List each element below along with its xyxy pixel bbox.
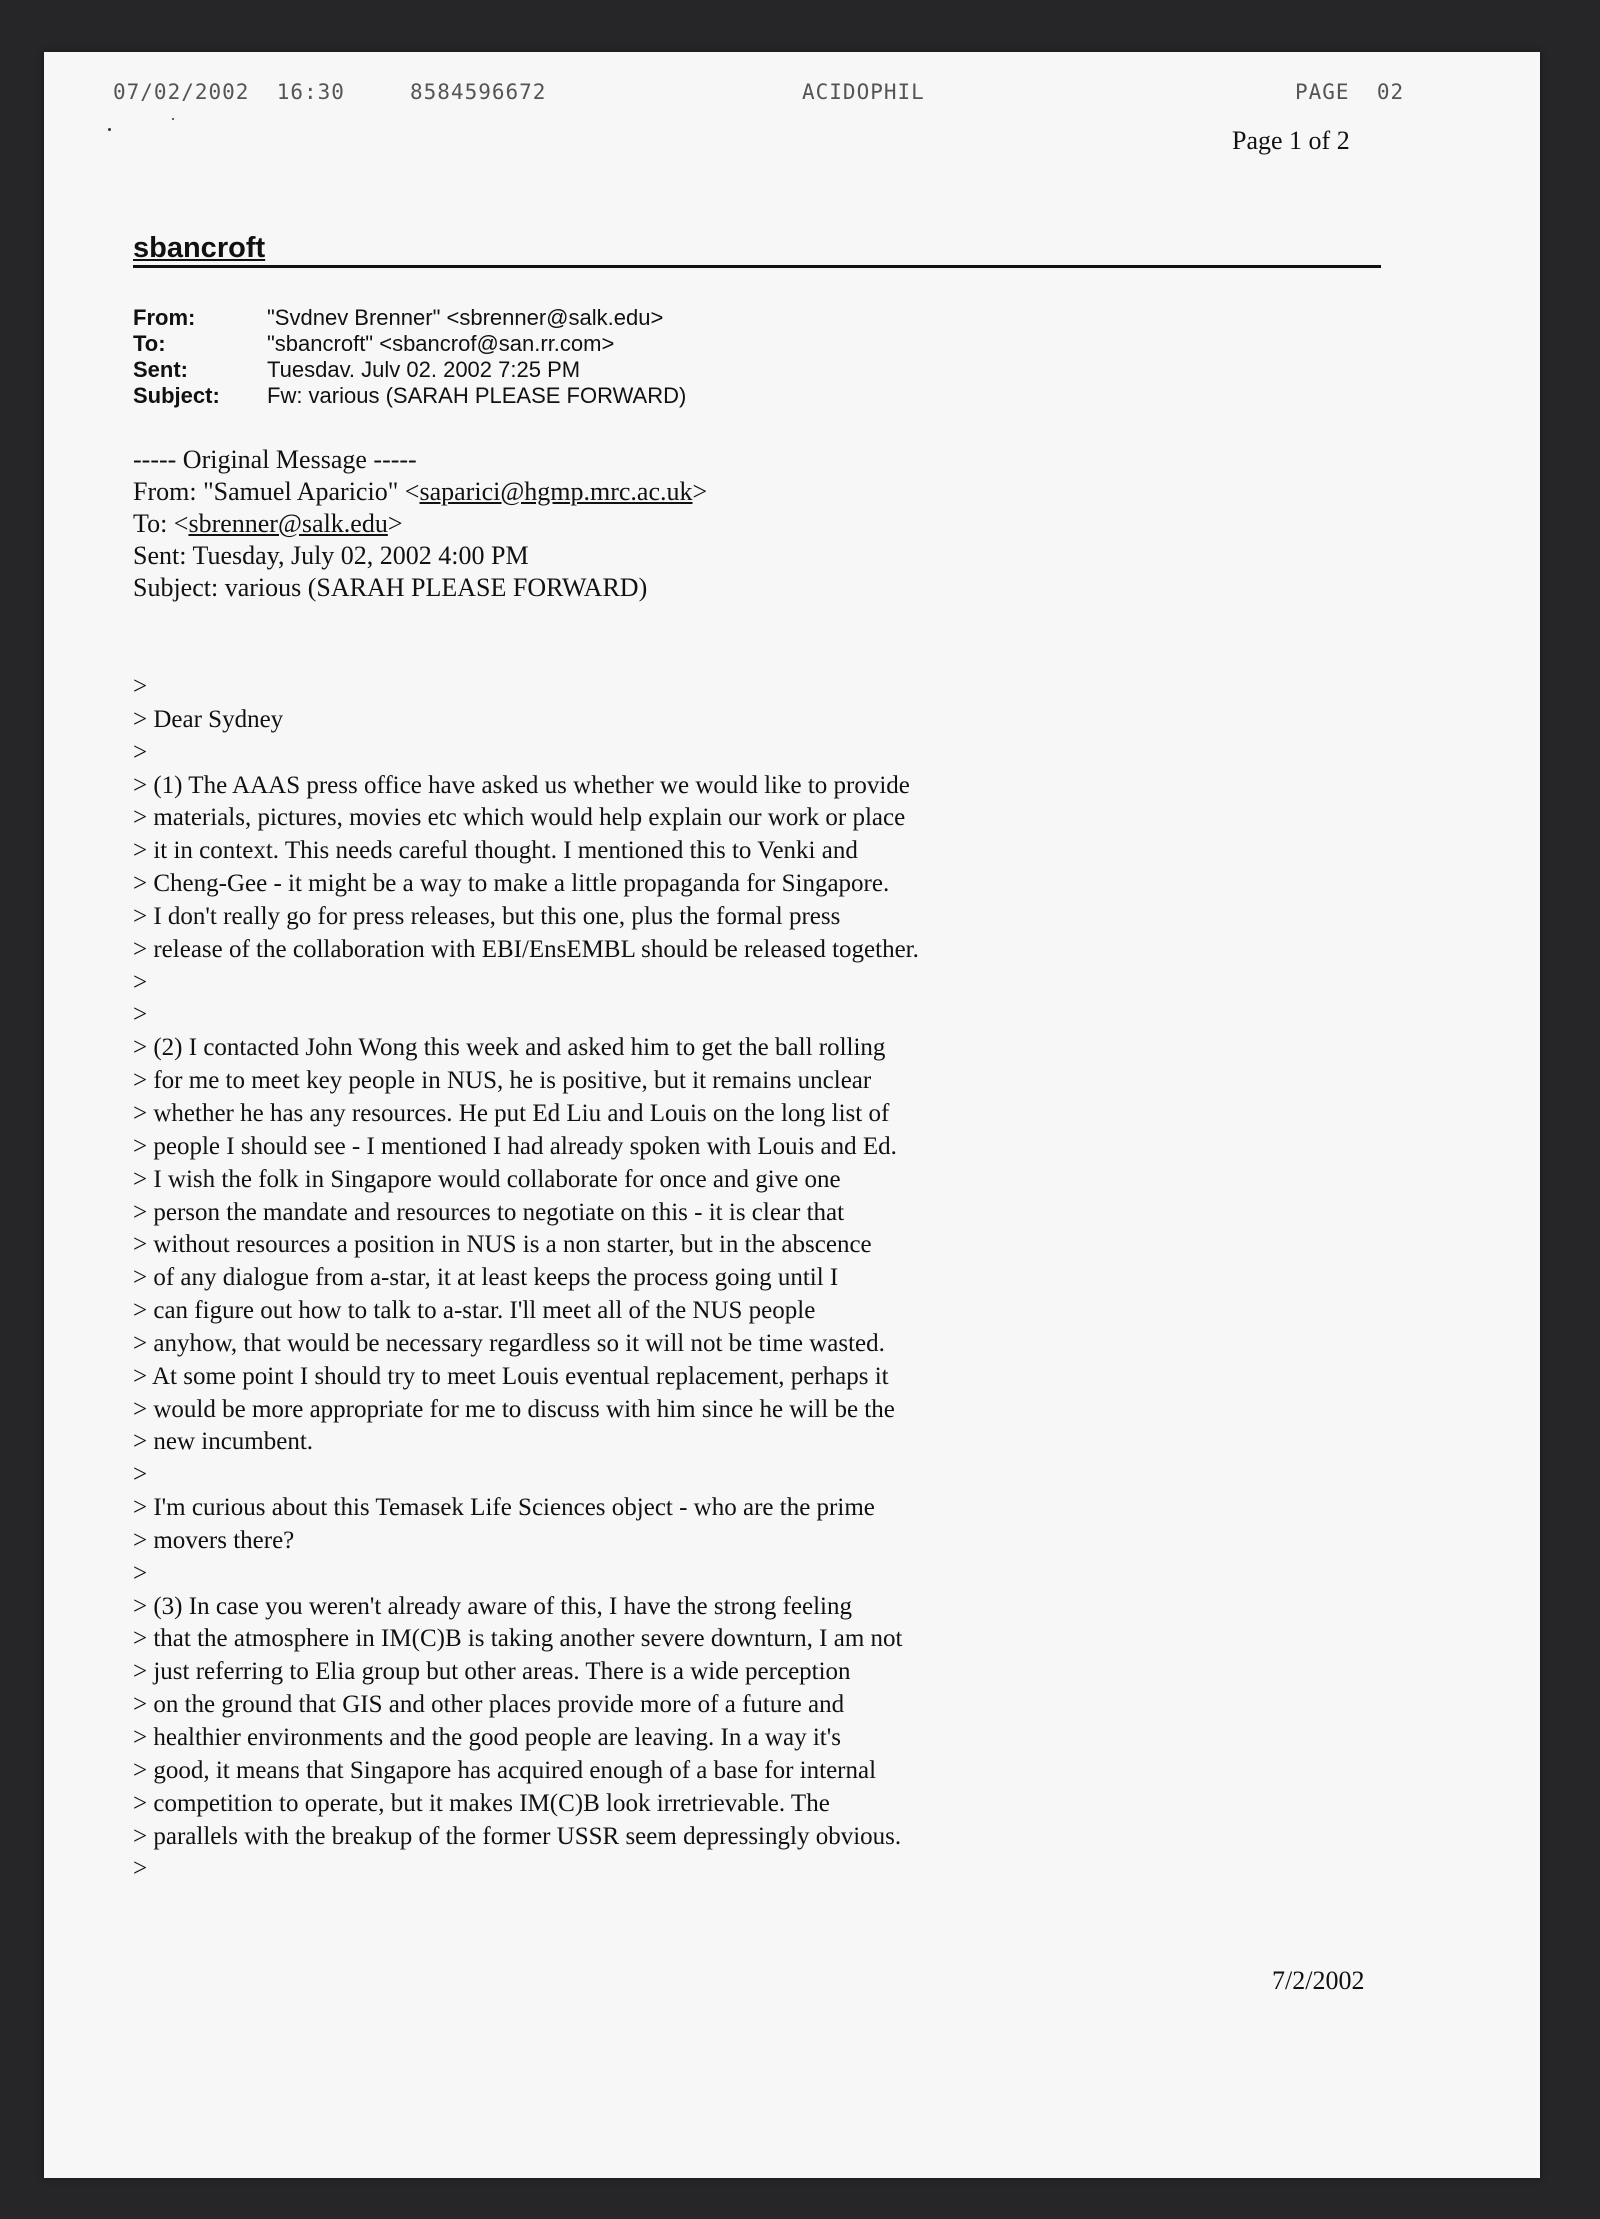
body-line: > it in context. This needs careful thought. I mentioned this to Venki and bbox=[133, 837, 858, 865]
body-line: > bbox=[133, 673, 148, 700]
body-line: > would be more appropriate for me to discuss with him since he will be the bbox=[133, 1395, 895, 1423]
sent-value: Tuesdav. Julv 02. 2002 7:25 PM bbox=[267, 357, 581, 382]
body-line: > person the mandate and resources to negotiate on this - it is clear that bbox=[133, 1198, 845, 1226]
footer-date: 7/2/2002 bbox=[1272, 1966, 1365, 1995]
body-line: > bbox=[133, 968, 148, 996]
body-line: > for me to meet key people in NUS, he is positive, but it remains unclear bbox=[133, 1067, 872, 1095]
message-body bbox=[133, 671, 919, 1886]
to-label: To: bbox=[133, 331, 166, 356]
from-value: "Svdnev Brenner" <sbrenner@salk.edu> bbox=[267, 305, 664, 330]
header-subject-row bbox=[133, 383, 686, 409]
body-line: > (2) I contacted John Wong this week and asked him to get the ball rolling bbox=[133, 1034, 886, 1062]
body-line: > I wish the folk in Singapore would collaborate for once and give one bbox=[133, 1165, 841, 1193]
body-line: > bbox=[133, 1559, 148, 1587]
body-line: > parallels with the breakup of the former USSR seem depressingly obvious. bbox=[133, 1822, 902, 1850]
body-line: > Cheng-Gee - it might be a way to make a little propaganda for Singapore. bbox=[133, 870, 890, 898]
body-line: > bbox=[133, 1001, 148, 1029]
body-line: > (1) The AAAS press office have asked us whether we would like to provide bbox=[133, 771, 910, 799]
body-line: > release of the collaboration with EBI/EnsEMBL should be released together. bbox=[133, 935, 919, 963]
body-line: > can figure out how to talk to a-star. I'll meet all of the NUS people bbox=[133, 1297, 816, 1325]
body-line: > Dear Sydney bbox=[133, 705, 284, 733]
subject-label: Subject: bbox=[133, 383, 220, 408]
body-line: > new incumbent. bbox=[133, 1428, 314, 1456]
body-line: > that the atmosphere in IM(C)B is taking another severe downturn, I am not bbox=[133, 1625, 903, 1653]
body-line: > I'm curious about this Temasek Life Sciences object - who are the prime bbox=[133, 1494, 875, 1522]
header-sent-row bbox=[133, 357, 580, 383]
body-line: > At some point I should try to meet Louis eventual replacement, perhaps it bbox=[133, 1362, 889, 1390]
original-subject: Subject: various (SARAH PLEASE FORWARD) bbox=[133, 573, 648, 602]
body-line: > healthier environments and the good people are leaving. In a way it's bbox=[133, 1724, 841, 1751]
header-divider bbox=[133, 265, 1381, 268]
original-message-header bbox=[133, 444, 707, 604]
body-line: > bbox=[133, 1855, 148, 1883]
original-from: From: "Samuel Aparicio" <saparici@hgmp.mrc.ac.uk> bbox=[133, 477, 708, 506]
body-line: > just referring to Elia group but other areas. There is a wide perception bbox=[133, 1658, 851, 1686]
scan-speck bbox=[172, 118, 174, 120]
to-value: "sbancroft" <sbancrof@san.rr.com> bbox=[267, 331, 615, 356]
body-line: > (3) In case you weren't already aware of this, I have the strong feeling bbox=[133, 1592, 853, 1620]
original-from-email[interactable]: saparici@hgmp.mrc.ac.uk bbox=[419, 477, 693, 506]
fax-station: ACIDOPHIL bbox=[802, 80, 925, 104]
body-line: > people I should see - I mentioned I had already spoken with Louis and Ed. bbox=[133, 1132, 897, 1160]
fax-number: 8584596672 bbox=[410, 80, 547, 104]
body-line: > without resources a position in NUS is a non starter, but in the abscence bbox=[133, 1231, 872, 1259]
body-line: > bbox=[133, 738, 148, 766]
sent-label: Sent: bbox=[133, 357, 188, 382]
body-line: > whether he has any resources. He put Ed Liu and Louis on the long list of bbox=[133, 1099, 890, 1127]
header-to-row bbox=[133, 331, 614, 357]
fax-datetime: 07/02/2002 16:30 bbox=[113, 80, 345, 104]
from-label: From: bbox=[133, 305, 196, 330]
body-line: > I don't really go for press releases, but this one, plus the formal press bbox=[133, 902, 841, 930]
body-line: > competition to operate, but it makes IM(C)B look irretrievable. The bbox=[133, 1789, 830, 1817]
body-line: > of any dialogue from a-star, it at least keeps the process going until I bbox=[133, 1264, 839, 1292]
body-line: > anyhow, that would be necessary regardless so it will not be time wasted. bbox=[133, 1329, 885, 1357]
body-line: > materials, pictures, movies etc which would help explain our work or place bbox=[133, 804, 906, 832]
sender-account: sbancroft bbox=[133, 232, 266, 264]
original-to: To: <sbrenner@salk.edu> bbox=[133, 509, 403, 538]
header-from-row bbox=[133, 305, 663, 331]
body-line: > bbox=[133, 1461, 148, 1489]
original-to-email[interactable]: sbrenner@salk.edu bbox=[188, 509, 388, 538]
subject-value: Fw: various (SARAH PLEASE FORWARD) bbox=[267, 383, 687, 408]
scan-speck bbox=[108, 128, 111, 131]
fax-page-number: PAGE 02 bbox=[1295, 80, 1405, 104]
body-line: > movers there? bbox=[133, 1526, 295, 1554]
body-line: > on the ground that GIS and other places provide more of a future and bbox=[133, 1691, 845, 1719]
page-indicator: Page 1 of 2 bbox=[1232, 126, 1350, 155]
body-line: > good, it means that Singapore has acquired enough of a base for internal bbox=[133, 1756, 877, 1784]
original-sent: Sent: Tuesday, July 02, 2002 4:00 PM bbox=[133, 541, 529, 570]
original-divider: ----- Original Message ----- bbox=[133, 445, 417, 474]
